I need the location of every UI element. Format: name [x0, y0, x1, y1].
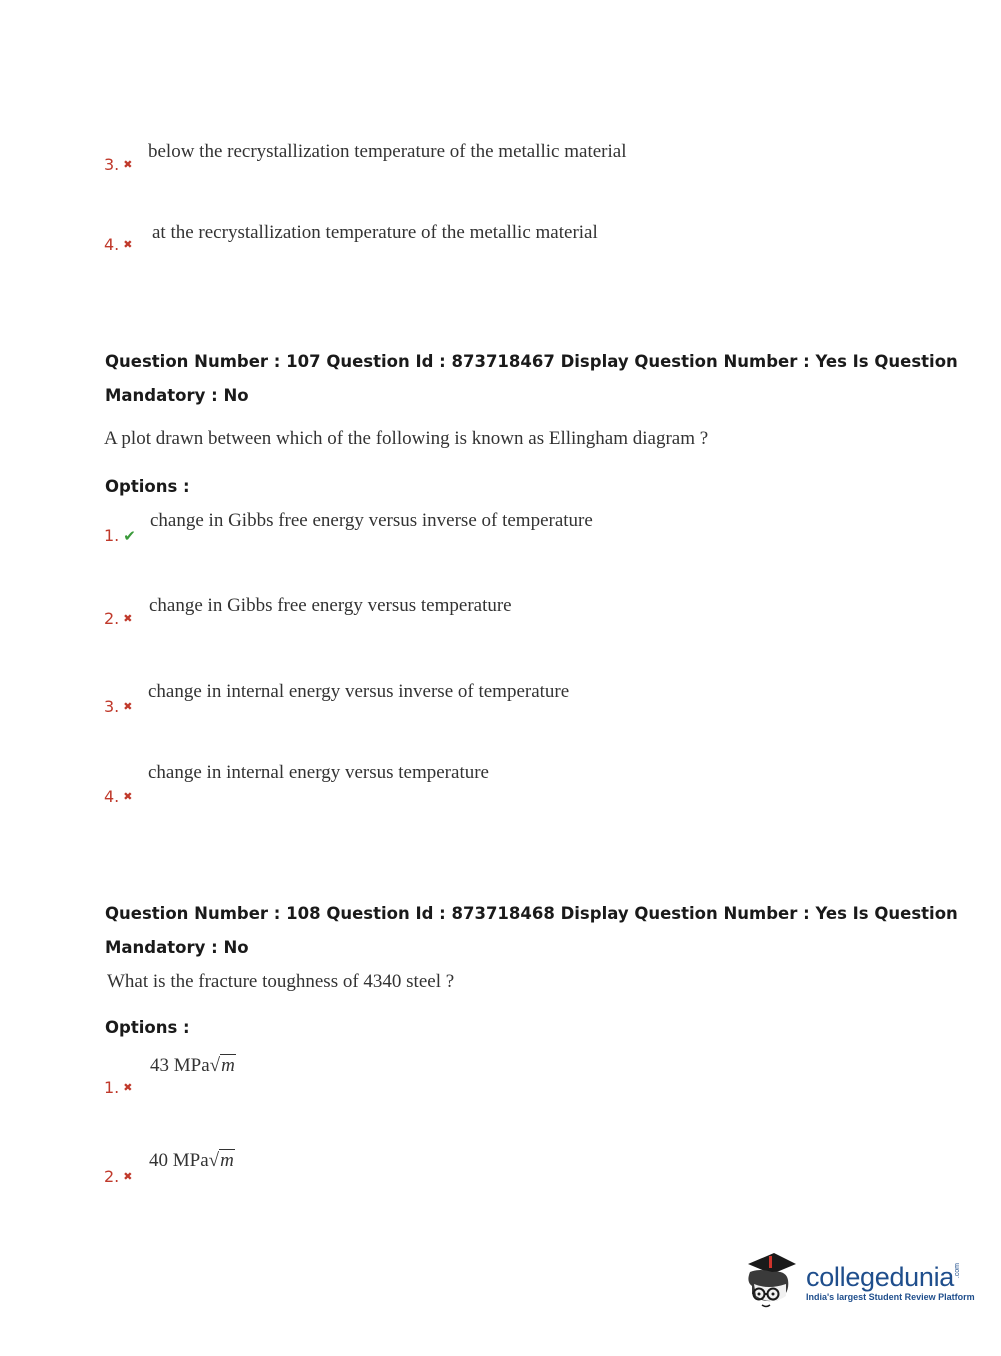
option-index: 1.: [104, 1078, 120, 1097]
cross-icon: ✖: [123, 700, 133, 713]
option-text: change in Gibbs free energy versus inverse of temperature: [150, 510, 593, 531]
options-label: Options :: [105, 1018, 190, 1037]
option-index: 3.: [104, 155, 120, 174]
option-number: [104, 609, 132, 628]
cross-icon: ✖: [123, 158, 133, 171]
logo-name-row: [806, 1263, 975, 1291]
option-number: [104, 697, 132, 716]
option-number: [104, 787, 132, 806]
sqrt-radicand: m: [221, 1055, 235, 1076]
question-text: A plot drawn between which of the following is known as Ellingham diagram ?: [104, 428, 709, 449]
option-value: 40: [149, 1150, 168, 1171]
cross-icon: ✖: [123, 790, 133, 803]
logo-suffix: .com: [954, 1263, 962, 1279]
question-header: [105, 897, 958, 965]
option-index: 1.: [104, 526, 120, 545]
option-text: change in Gibbs free energy versus temperature: [149, 595, 512, 616]
question-header-line1: Question Number : 107 Question Id : 873718467 Display Question Number : Yes Is Question: [105, 352, 958, 371]
option-index: 4.: [104, 235, 120, 254]
option-unit: MPa: [172, 1150, 209, 1171]
option-index: 3.: [104, 697, 120, 716]
question-header: [105, 345, 958, 413]
cross-icon: ✖: [123, 1170, 133, 1183]
option-unit: MPa: [173, 1055, 210, 1076]
option-text: change in internal energy versus temperature: [148, 762, 489, 783]
option-text: at the recrystallization temperature of the metallic material: [152, 222, 598, 243]
option-text: change in internal energy versus inverse of temperature: [148, 681, 570, 702]
options-label: Options :: [105, 477, 190, 496]
cross-icon: ✖: [123, 238, 133, 251]
option-text: [149, 1150, 235, 1172]
sqrt-symbol: √: [208, 1150, 220, 1171]
option-text: below the recrystallization temperature of the metallic material: [148, 141, 627, 162]
question-header-line1: Question Number : 108 Question Id : 873718468 Display Question Number : Yes Is Question: [105, 904, 958, 923]
option-index: 2.: [104, 609, 120, 628]
question-header-line2: Mandatory : No: [105, 938, 249, 957]
logo-tagline: India's largest Student Review Platform: [806, 1292, 975, 1302]
logo-name: collegedunia: [806, 1262, 955, 1292]
option-index: 4.: [104, 787, 120, 806]
cross-icon: ✖: [123, 612, 133, 625]
question-text: What is the fracture toughness of 4340 steel ?: [107, 971, 455, 992]
option-number: [104, 155, 132, 174]
option-value: 43: [150, 1055, 169, 1076]
option-number: [104, 1167, 132, 1186]
question-header-line2: Mandatory : No: [105, 386, 249, 405]
logo-text-block: [806, 1263, 975, 1303]
collegedunia-logo: [742, 1250, 975, 1316]
sqrt-radicand: m: [220, 1150, 234, 1171]
mascot-icon: [742, 1250, 800, 1316]
check-icon: ✔: [123, 526, 136, 545]
option-index: 2.: [104, 1167, 120, 1186]
sqrt-symbol: √: [209, 1055, 221, 1076]
cross-icon: ✖: [123, 1081, 133, 1094]
option-text: [150, 1055, 236, 1077]
option-number: [104, 526, 136, 545]
option-number: [104, 1078, 132, 1097]
option-number: [104, 235, 132, 254]
